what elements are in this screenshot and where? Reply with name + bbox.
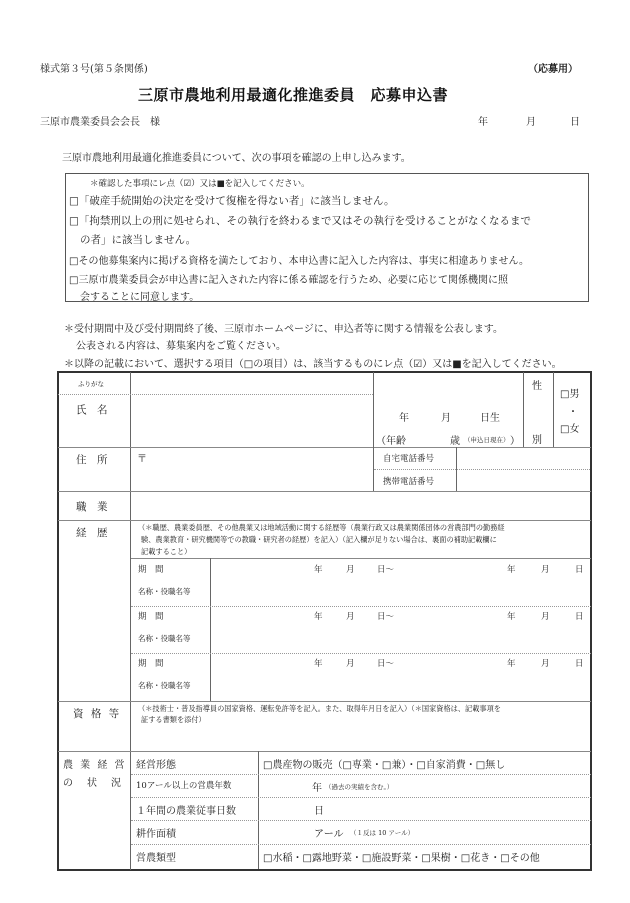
mobile-phone-input[interactable] <box>457 470 590 490</box>
age-note: （申込日現在） <box>464 436 510 444</box>
age-suffix[interactable]: 歳 <box>450 436 460 447</box>
gender-label-top: 性 <box>532 381 542 392</box>
qualification-row-top <box>58 701 591 702</box>
career-to-day[interactable]: 日 <box>575 612 584 622</box>
occupation-input[interactable] <box>131 492 590 519</box>
gender-male-checkbox[interactable]: □男 <box>560 389 580 400</box>
home-phone-label: 自宅電話番号 <box>383 454 435 464</box>
career-to-year[interactable]: 年 <box>507 612 516 622</box>
birth-month[interactable]: 月 <box>441 413 451 424</box>
address-input[interactable] <box>131 448 372 490</box>
career-to-day[interactable]: 日 <box>575 659 584 669</box>
age-close: ） <box>510 436 520 447</box>
farming-type-options[interactable]: □水稲・□露地野菜・□施設野菜・□果樹・□花き・□その他 <box>263 853 540 864</box>
career-note-1: （＊職歴、農業委員歴、その他農業又は地域活動に関する経歴等（農業行政又は農業関係団体の営農部門の勤務経 <box>138 523 505 532</box>
occupation-label: 職 業 <box>76 501 108 513</box>
career-period-label: 期 間 <box>138 659 164 669</box>
career-from-day[interactable]: 日～ <box>377 612 395 622</box>
career-from-month[interactable]: 月 <box>346 659 355 669</box>
career-period-label: 期 間 <box>138 565 164 575</box>
farm-row-label-working-days: １年間の農業従事日数 <box>136 806 236 817</box>
birth-day[interactable]: 日生 <box>480 413 500 424</box>
address-label: 住 所 <box>76 454 108 466</box>
career-note-3: 記載すること） <box>141 547 192 556</box>
form-number: 様式第３号(第５条関係) <box>40 64 148 75</box>
career-from-year[interactable]: 年 <box>314 659 323 669</box>
date-year[interactable]: 年 <box>478 117 488 128</box>
farm-row-label-cultivated-area: 耕作面積 <box>136 829 176 840</box>
career-to-year[interactable]: 年 <box>507 565 516 575</box>
farm-row-label-management-type: 経営形態 <box>136 760 176 771</box>
career-to-day[interactable]: 日 <box>575 565 584 575</box>
note-checkbox-instruction: ＊以降の記載において、選択する項目（□の項目）は、該当するものにレ点（☑）又は■を記入してください。 <box>64 359 562 370</box>
farming-years-unit[interactable]: 年 <box>312 783 322 794</box>
page-title: 三原市農地利用最適化推進委員 応募申込書 <box>138 86 449 104</box>
career-period-label: 期 間 <box>138 612 164 622</box>
farm-row-divider <box>131 774 591 775</box>
management-type-options[interactable]: □農産物の販売（□専業・□兼）・□自家消費・□無し <box>263 760 506 771</box>
career-from-day[interactable]: 日～ <box>377 659 395 669</box>
name-label: 氏 名 <box>76 404 108 416</box>
qualification-note-1: （＊技術士・普及指導員の国家資格、運転免許等を記入。また、取得年月日を記入）（＊国家資格は、記載事項を <box>138 704 501 713</box>
career-from-month[interactable]: 月 <box>346 565 355 575</box>
farm-row-label-farming-years: 10アール以上の営農年数 <box>136 781 232 791</box>
confirmation-item-2-cont: の者」に該当しません。 <box>80 234 197 246</box>
confirmation-item-2[interactable]: □「拘禁刑以上の刑に処せられ、その執行を終わるまで又はその執行を受けることがなくなるまで <box>69 215 532 227</box>
confirmation-item-1[interactable]: □「破産手続開始の決定を受けて復権を得ない者」に該当しません。 <box>69 195 395 207</box>
confirmation-item-4-cont: 会することに同意します。 <box>80 292 200 303</box>
mobile-phone-label: 携帯電話番号 <box>383 477 435 487</box>
career-row-top <box>58 520 591 521</box>
career-note-2: 験、農業教育・研究機関等での教職・研究者の経歴）を記入）（記入欄が足りない場合は、裏面の補助記載欄に <box>141 535 497 544</box>
intro-text: 三原市農地利用最適化推進委員について、次の事項を確認の上申し込みます。 <box>62 153 411 164</box>
date-day[interactable]: 日 <box>570 117 580 128</box>
career-from-year[interactable]: 年 <box>314 612 323 622</box>
furigana-divider <box>58 394 373 395</box>
gender-label-bottom: 別 <box>532 435 542 446</box>
career-from-day[interactable]: 日～ <box>377 565 395 575</box>
qualification-note-2: 証する書類を添付） <box>141 715 206 724</box>
furigana-label: ふりがな <box>78 380 104 388</box>
career-to-month[interactable]: 月 <box>541 659 550 669</box>
table-border-bottom <box>57 869 592 871</box>
career-name-input[interactable] <box>211 580 590 605</box>
qualification-label: 資 格 等 <box>73 708 122 720</box>
career-entries-top <box>131 558 591 559</box>
qualification-input[interactable] <box>131 726 590 750</box>
table-border-right <box>590 371 592 871</box>
career-name-label: 名称・役職名等 <box>138 587 191 596</box>
gender-options-divider <box>553 372 554 447</box>
postal-mark: 〒 <box>137 454 147 465</box>
farm-section-top <box>58 751 591 752</box>
career-label: 経 歴 <box>76 527 108 539</box>
career-name-label: 名称・役職名等 <box>138 681 191 690</box>
farm-value-divider <box>258 751 259 869</box>
gender-separator: ・ <box>568 407 578 418</box>
gender-female-checkbox[interactable]: □女 <box>560 424 580 435</box>
working-days-unit[interactable]: 日 <box>314 806 324 817</box>
career-to-year[interactable]: 年 <box>507 659 516 669</box>
career-name-input[interactable] <box>211 674 590 699</box>
cultivated-area-note: （１反は 10 アール） <box>350 829 415 837</box>
farm-row-divider <box>131 797 591 798</box>
furigana-input[interactable] <box>131 373 372 393</box>
cultivated-area-unit[interactable]: アール <box>314 829 344 840</box>
birth-column-divider <box>373 372 374 447</box>
confirmation-item-4[interactable]: □三原市農業委員会が申込書に記入された内容に係る確認を行うため、必要に応じて関係機関に照 <box>69 275 509 286</box>
date-month[interactable]: 月 <box>526 117 536 128</box>
career-name-label: 名称・役職名等 <box>138 634 191 643</box>
farm-row-divider <box>131 820 591 821</box>
home-phone-input[interactable] <box>457 448 590 468</box>
career-to-month[interactable]: 月 <box>541 612 550 622</box>
career-entry-divider <box>131 653 591 654</box>
name-input[interactable] <box>131 396 372 446</box>
farm-label-line2: の 状 況 <box>63 778 123 789</box>
note-publication: ＊受付期間中及び受付期間終了後、三原市ホームページに、申込者等に関する情報を公表します。 <box>64 324 503 335</box>
career-name-input[interactable] <box>211 627 590 652</box>
age-prefix: （年齢 <box>376 436 406 447</box>
birth-year[interactable]: 年 <box>399 413 409 424</box>
confirmation-instruction: ＊確認した事項にレ点（☑）又は■を記入してください。 <box>90 179 310 189</box>
career-from-year[interactable]: 年 <box>314 565 323 575</box>
addressee: 三原市農業委員会会長 様 <box>40 117 160 128</box>
career-entry-divider <box>131 606 591 607</box>
career-from-month[interactable]: 月 <box>346 612 355 622</box>
farm-row-label-farming-type: 営農類型 <box>136 853 176 864</box>
confirmation-item-3[interactable]: □その他募集案内に掲げる資格を満たしており、本申込書に記入した内容は、事実に相違ありません。 <box>69 256 530 267</box>
note-publication-cont: 公表される内容は、募集案内をご覧ください。 <box>76 341 286 352</box>
farm-row-divider <box>131 844 591 845</box>
farming-years-note: （過去の実績を含む。） <box>325 783 394 791</box>
gender-label-divider <box>523 372 524 447</box>
farm-label-line1: 農 業 経 営 <box>63 760 127 771</box>
career-to-month[interactable]: 月 <box>541 565 550 575</box>
purpose-tag: （応募用） <box>528 64 578 75</box>
table-border-left <box>57 371 59 871</box>
